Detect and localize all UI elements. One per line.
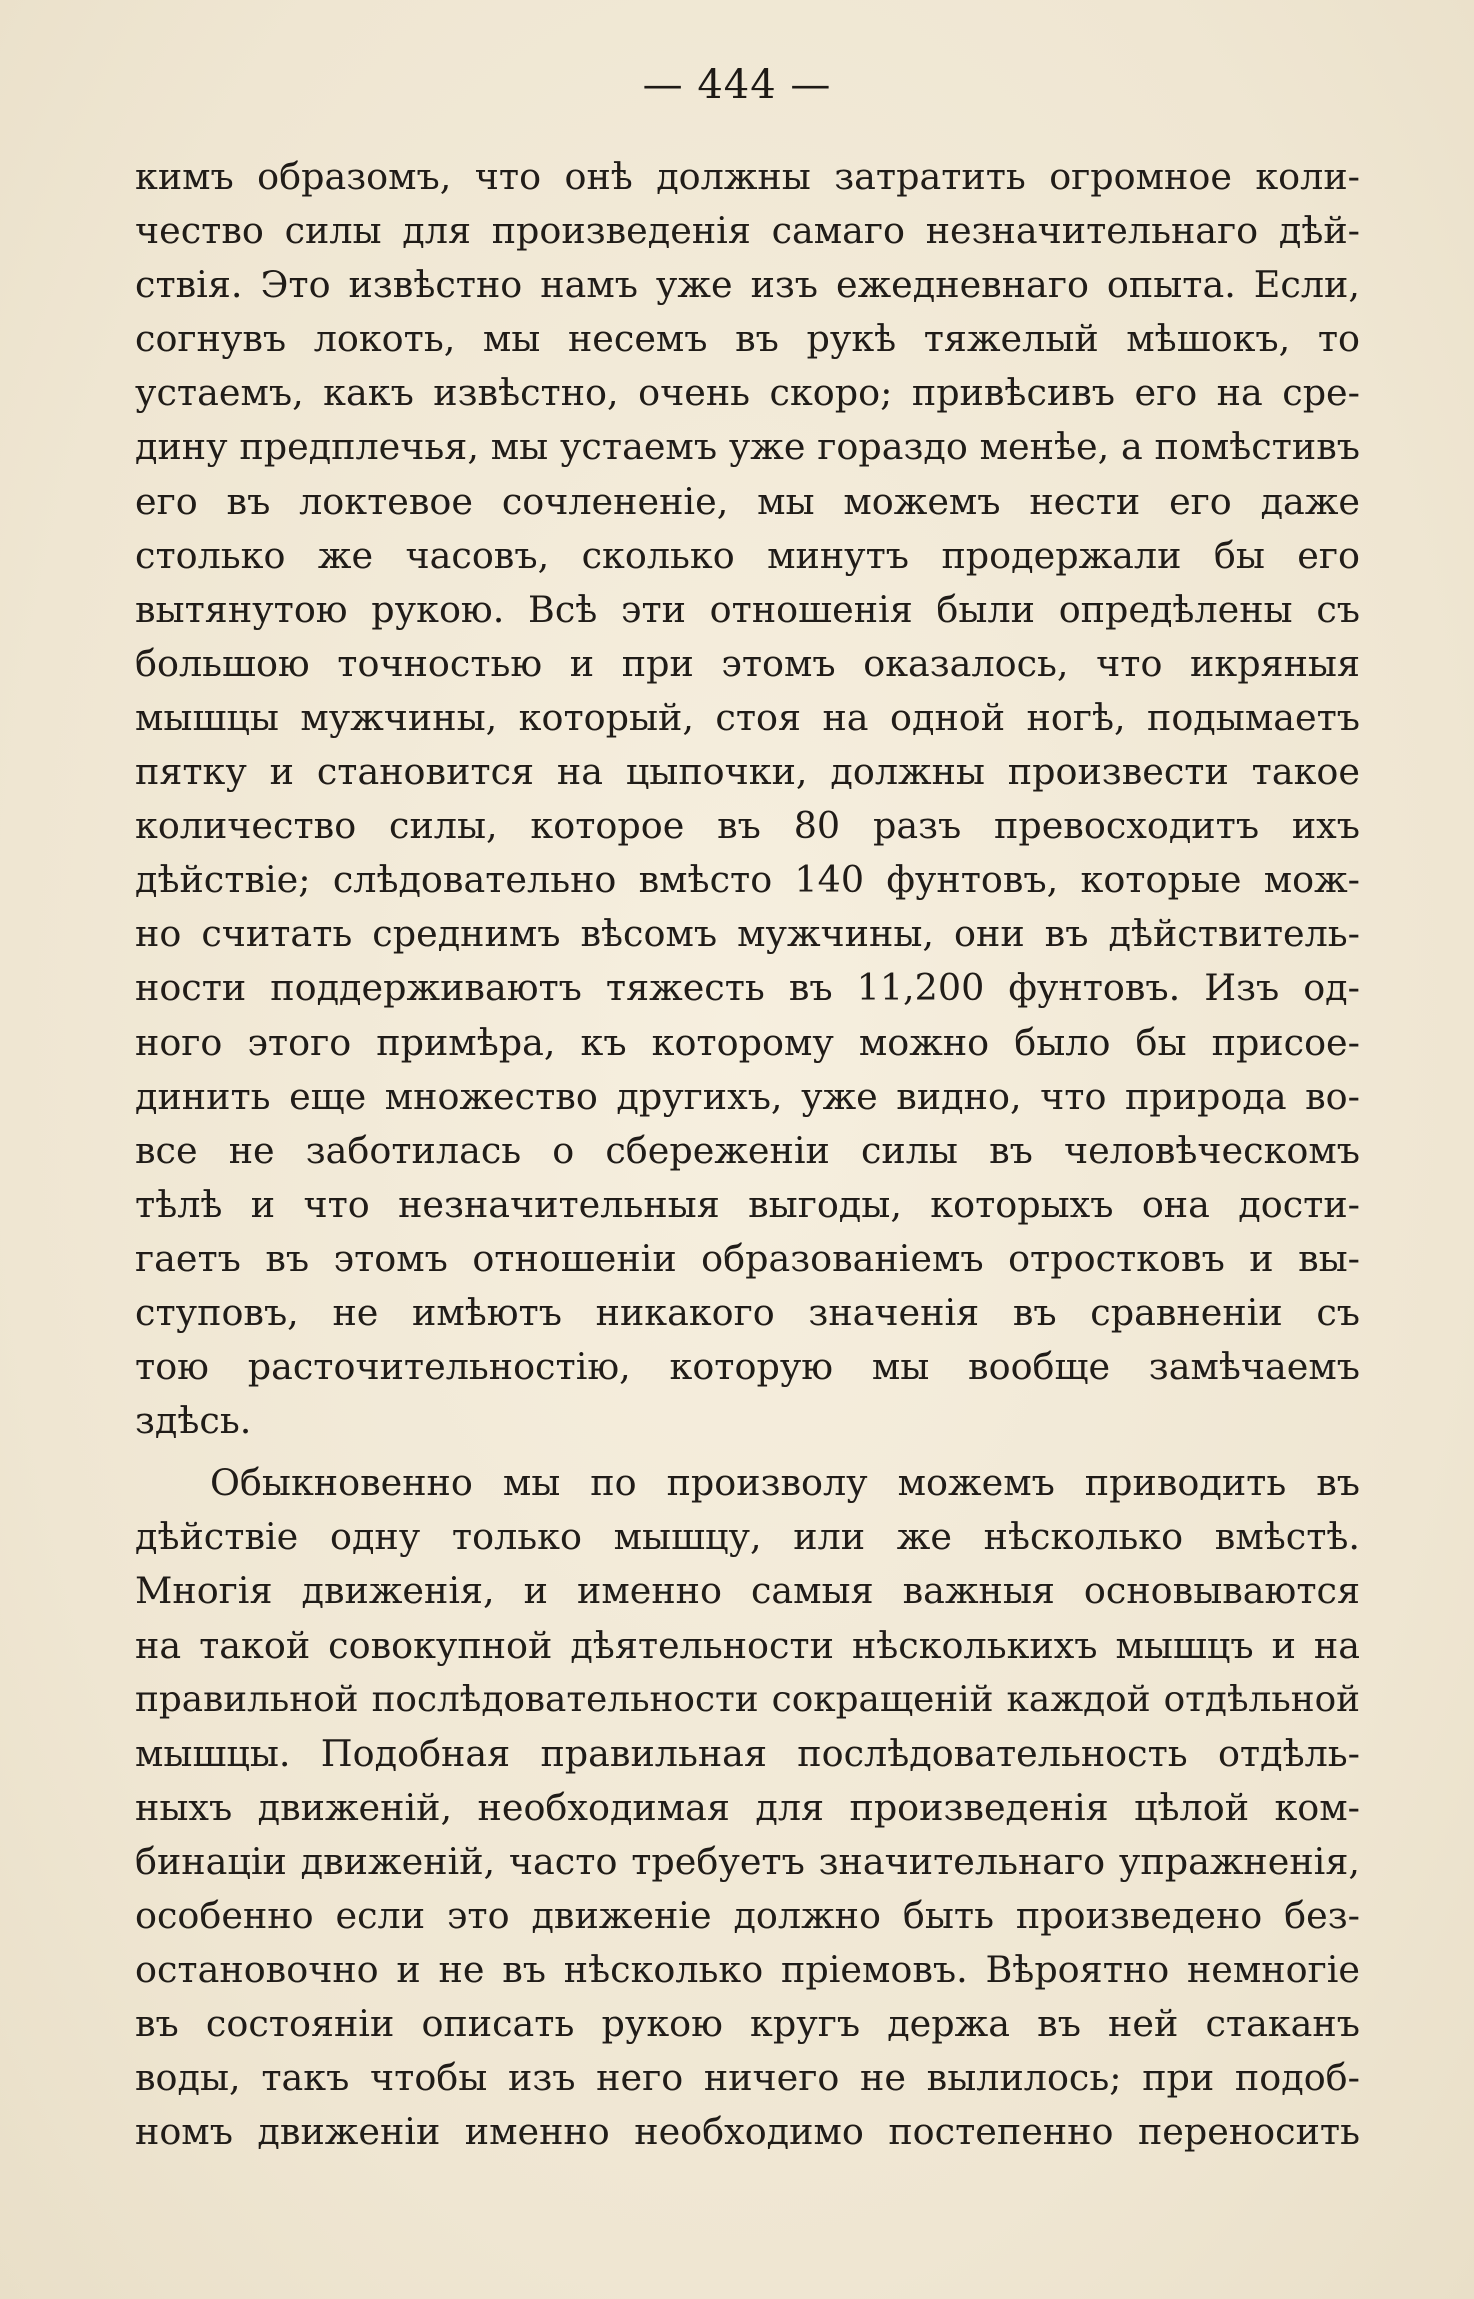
text-line: устаемъ, какъ извѣстно, очень скоро; привѣсивъ его на сре- — [135, 371, 1360, 415]
text-line: пятку и становится на цыпочки, должны произвести такое — [135, 750, 1360, 794]
text-line: но считать среднимъ вѣсомъ мужчины, они въ дѣйствитель- — [135, 912, 1360, 956]
text-line: тѣлѣ и что незначительныя выгоды, которыхъ она дости- — [135, 1182, 1360, 1226]
text-line: тою расточительностію, которую мы вообще замѣчаемъ — [135, 1345, 1360, 1389]
text-line: номъ движеніи именно необходимо постепенно переносить — [135, 2110, 1360, 2154]
text-line: ступовъ, не имѣютъ никакого значенія въ сравненіи съ — [135, 1290, 1360, 1334]
text-line: чество силы для произведенія самаго незначительнаго дѣй- — [135, 209, 1360, 253]
text-line: кимъ образомъ, что онѣ должны затратить огромное коли- — [135, 155, 1360, 198]
body-text — [135, 150, 1360, 2159]
text-line: особенно если это движеніе должно быть произведено без- — [135, 1894, 1360, 1937]
text-line: дѣйствіе; слѣдовательно вмѣсто 140 фунтовъ, которые мож- — [135, 858, 1360, 902]
text-line: большою точностью и при этомъ оказалось, что икряныя — [135, 641, 1360, 685]
text-line: согнувъ локоть, мы несемъ въ рукѣ тяжелый мѣшокъ, то — [135, 317, 1360, 361]
text-line: количество силы, которое въ 80 разъ превосходитъ ихъ — [135, 804, 1360, 848]
paragraph-1 — [135, 150, 1360, 1448]
text-line: его въ локтевое сочлененіе, мы можемъ нести его даже — [135, 479, 1360, 523]
text-line: вытянутою рукою. Всѣ эти отношенія были опредѣлены съ — [135, 587, 1360, 631]
text-line: въ состояніи описать рукою кругъ держа въ ней стаканъ — [135, 2002, 1360, 2046]
text-line: динить еще множество другихъ, уже видно, что природа во- — [135, 1074, 1360, 1118]
text-line: ствія. Это извѣстно намъ уже изъ ежедневнаго опыта. Если, — [135, 263, 1360, 307]
text-line: ности поддерживаютъ тяжесть въ 11,200 фунтовъ. Изъ од- — [135, 966, 1360, 1010]
text-line: ного этого примѣра, къ которому можно было бы присое- — [135, 1020, 1360, 1064]
text-line: мышцы мужчины, который, стоя на одной ногѣ, подымаетъ — [135, 695, 1360, 739]
text-line: гаетъ въ этомъ отношеніи образованіемъ отростковъ и вы- — [135, 1236, 1360, 1280]
text-line: Обыкновенно мы по произволу можемъ приводить въ — [210, 1461, 1360, 1505]
text-line: дѣйствіе одну только мышцу, или же нѣсколько вмѣстѣ. — [135, 1515, 1360, 1559]
paragraph-2 — [135, 1456, 1360, 2159]
text-line: ныхъ движеній, необходимая для произведенія цѣлой ком- — [135, 1785, 1360, 1829]
text-line: воды, такъ чтобы изъ него ничего не вылилось; при подоб- — [135, 2056, 1360, 2100]
text-line: все не заботилась о сбереженіи силы въ человѣческомъ — [135, 1128, 1360, 1172]
text-line: правильной послѣдовательности сокращеній каждой отдѣльной — [135, 1678, 1360, 1720]
text-line: остановочно и не въ нѣсколько пріемовъ. Вѣроятно немногіе — [135, 1948, 1360, 1992]
page-number: — 444 — — [642, 62, 832, 108]
text-line: Многія движенія, и именно самыя важныя основываются — [135, 1569, 1360, 1613]
text-line: здѣсь. — [135, 1399, 252, 1443]
text-line: дину предплечья, мы устаемъ уже гораздо менѣе, а помѣстивъ — [135, 425, 1360, 469]
text-line: на такой совокупной дѣятельности нѣсколькихъ мышцъ и на — [135, 1623, 1360, 1667]
text-line: мышцы. Подобная правильная послѣдовательность отдѣль- — [135, 1731, 1360, 1775]
text-line: столько же часовъ, сколько минутъ продержали бы его — [135, 533, 1360, 577]
text-line: бинаціи движеній, часто требуетъ значительнаго упражненія, — [135, 1839, 1360, 1883]
